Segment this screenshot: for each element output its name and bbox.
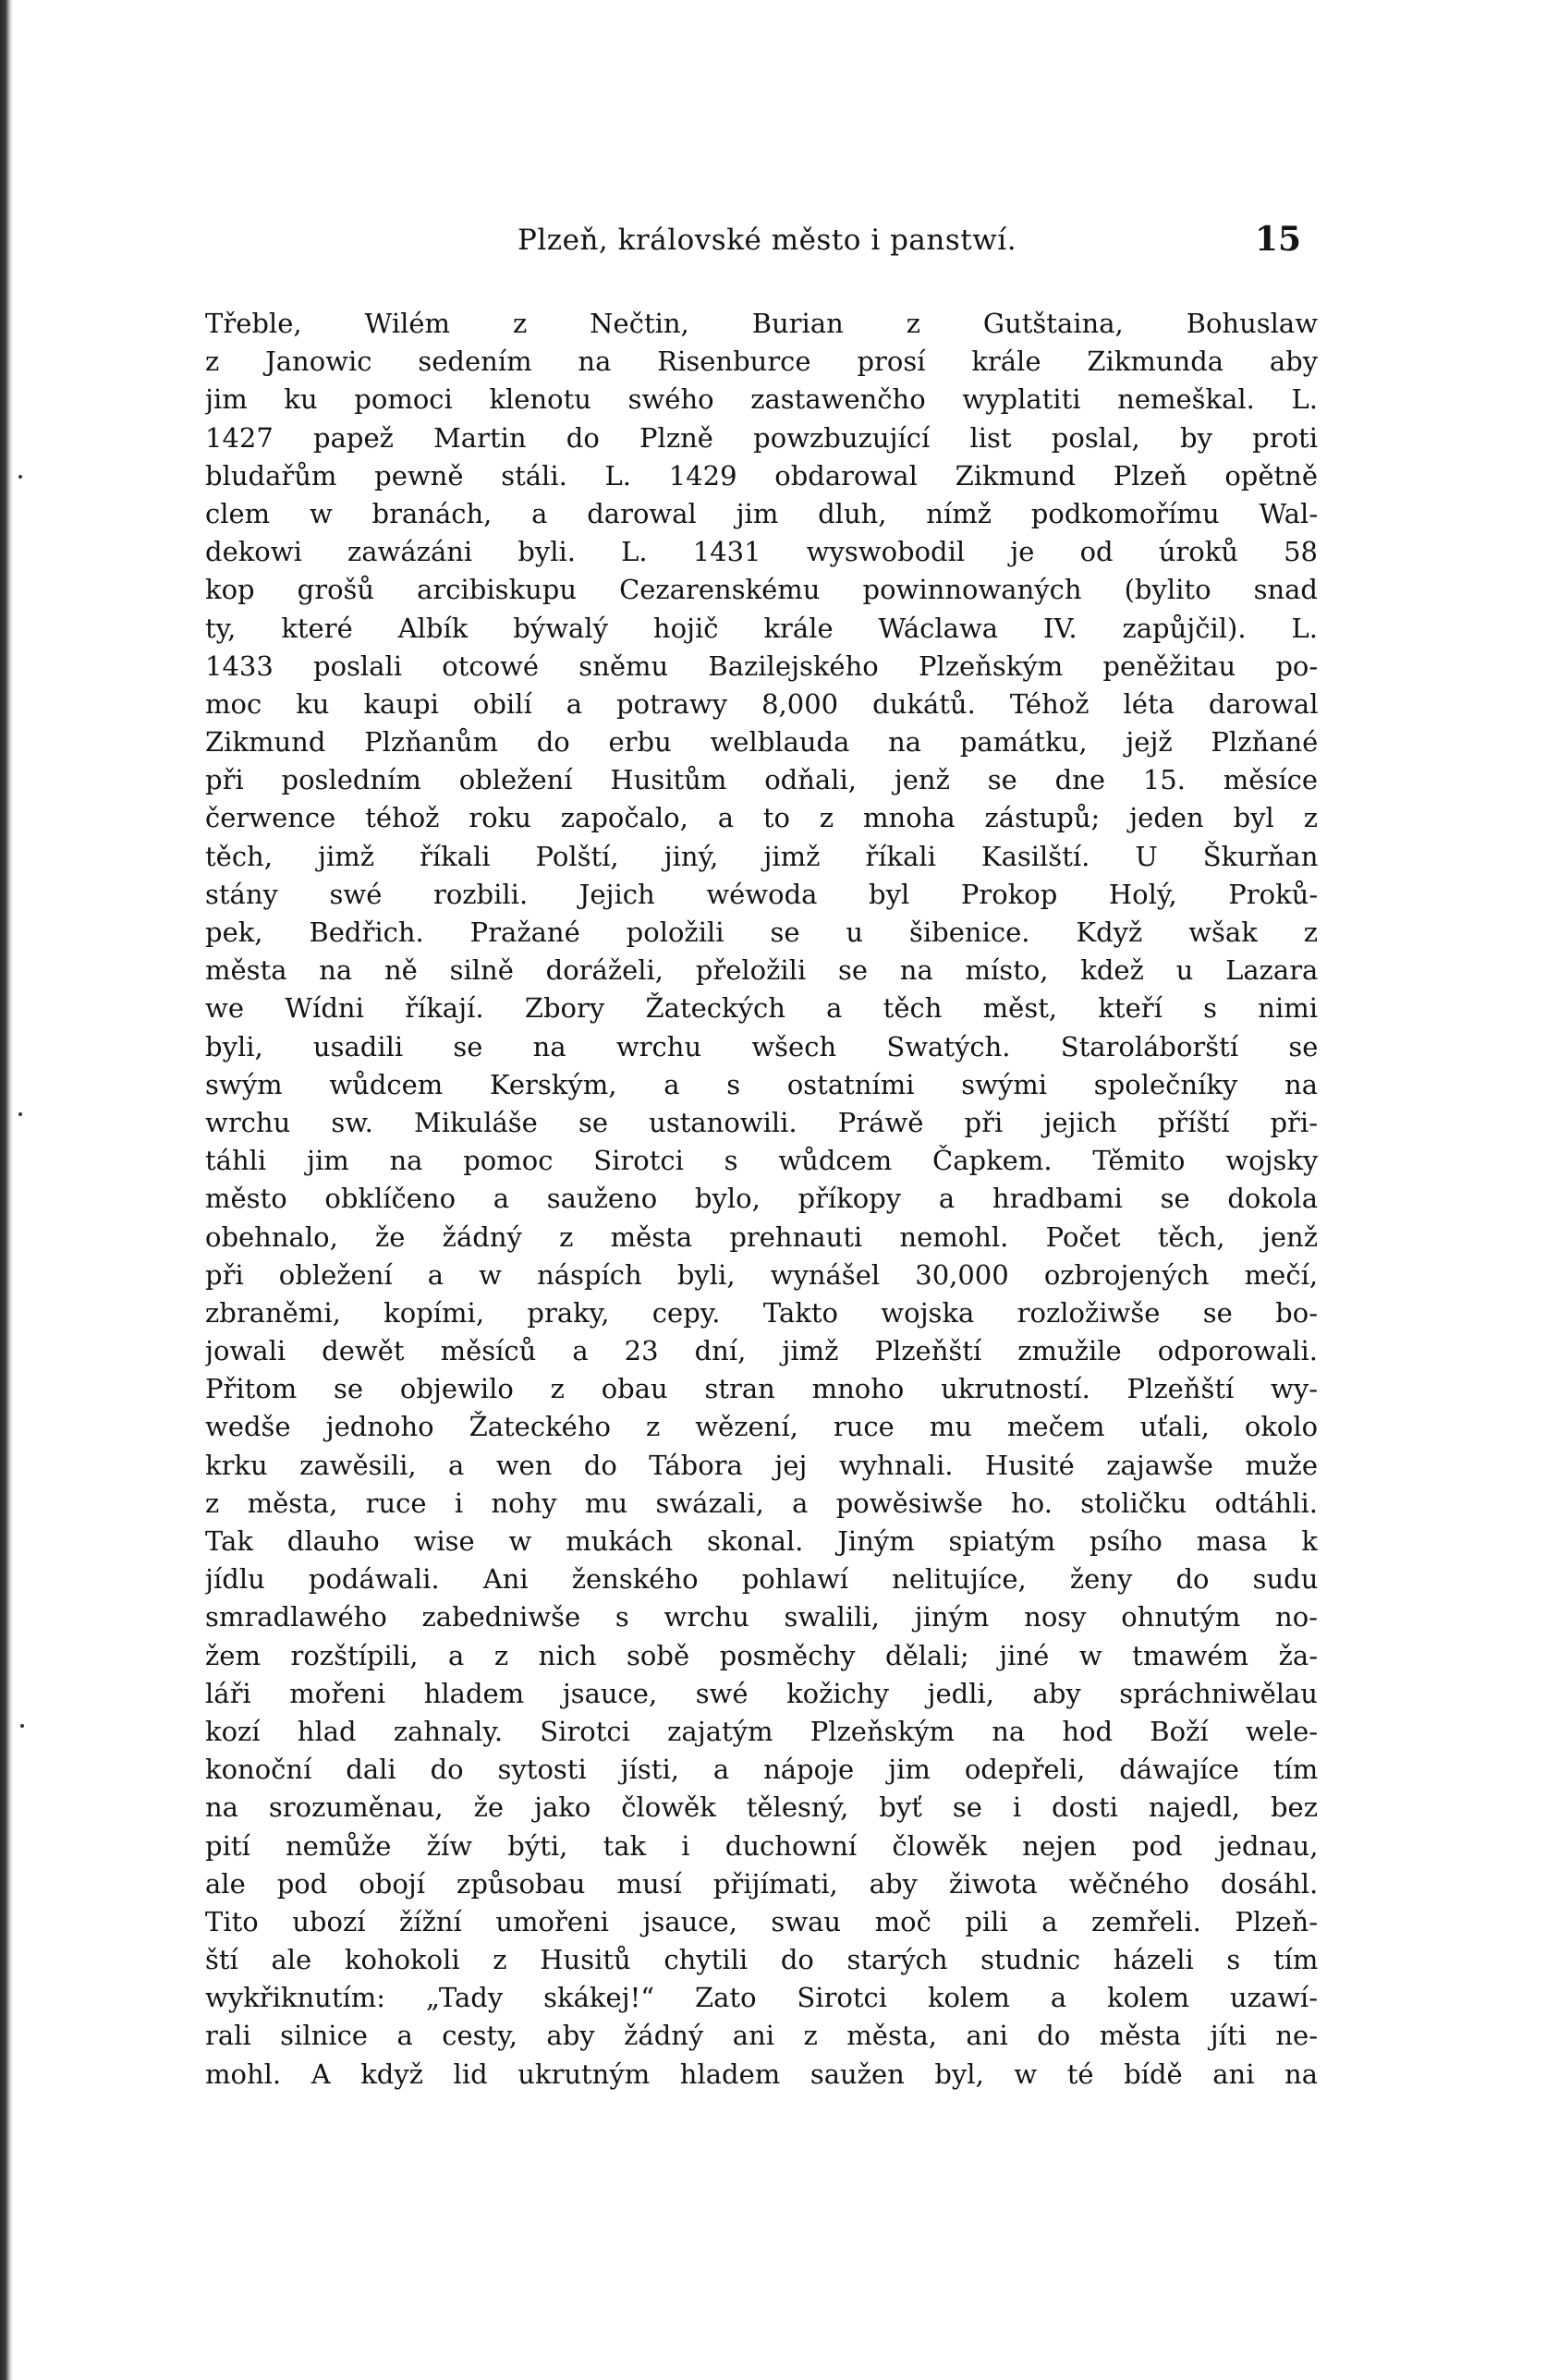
scan-binding-edge — [0, 0, 13, 2380]
text-line: ty, které Albík býwalý hojič krále Wáclawa IV. zapůjčil). L. — [205, 612, 1318, 644]
text-line: jim ku pomoci klenotu swého zastawenčho wyplatiti nemeškal. L. — [205, 383, 1318, 416]
text-line: byli, usadili se na wrchu wšech Swatých. Staroláborští se — [205, 1030, 1318, 1062]
text-line: ští ale kohokoli z Husitů chytili do starých studnic házeli s tím — [205, 1944, 1318, 1976]
text-line: města na ně silně doráželi, přeložili se na místo, kdež u Lazara — [205, 954, 1318, 987]
text-line: Tak dlauho wise w mukách skonal. Jiným spiatým psího masa k — [205, 1525, 1318, 1557]
text-line: bludařům pewně stáli. L. 1429 obdarowal Zikmund Plzeň opětně — [205, 459, 1318, 492]
text-line: we Wídni říkají. Zbory Žateckých a těch měst, kteří s nimi — [205, 992, 1318, 1025]
text-line: smradlawého zabedniwše s wrchu swalili, jiným nosy ohnutým no- — [205, 1601, 1318, 1633]
text-line: z města, ruce i nohy mu swázali, a powěsiwše ho. stoličku odtáhli. — [205, 1487, 1318, 1519]
scan-speck — [20, 1724, 24, 1728]
text-line: pití nemůže žíw býti, tak i duchowní člowěk nejen pod jednau, — [205, 1829, 1318, 1862]
scan-speck — [18, 475, 22, 479]
text-line: stány swé rozbili. Jejich wéwoda byl Prokop Holý, Proků- — [205, 878, 1318, 910]
text-line: krku zawěsili, a wen do Tábora jej wyhnali. Husité zajawše muže — [205, 1449, 1318, 1481]
text-line: dekowi zawázáni byli. L. 1431 wyswobodil je od úroků 58 — [205, 536, 1318, 568]
scan-speck — [18, 1112, 22, 1116]
text-line: kozí hlad zahnaly. Sirotci zajatým Plzeňským na hod Boží wele- — [205, 1715, 1318, 1747]
running-title: Plzeň, královské město i panstwí. — [517, 224, 1017, 257]
text-line: láři mořeni hladem jsauce, swé kožichy jedli, aby spráchniwělau — [205, 1677, 1318, 1709]
text-line: pek, Bedřich. Pražané položili se u šibenice. Když wšak z — [205, 917, 1318, 948]
text-line: wedše jednoho Žateckého z wězení, ruce mu mečem uťali, okolo — [205, 1411, 1318, 1443]
text-line: jídlu podáwali. Ani ženského pohlawí nelitujíce, ženy do sudu — [205, 1563, 1318, 1596]
text-line: mohl. A když lid ukrutným hladem saužen byl, w té bídě ani na — [205, 2058, 1318, 2090]
text-line: na srozuměnau, že jako člowěk tělesný, byť se i dosti najedl, bez — [205, 1791, 1318, 1824]
text-line: 1427 papež Martin do Plzně powzbuzující list poslal, by proti — [205, 421, 1318, 454]
body-text — [205, 305, 1318, 2094]
text-line: Třeble, Wilém z Nečtin, Burian z Gutštaina, Bohuslaw — [205, 308, 1318, 339]
text-line: táhli jim na pomoc Sirotci s wůdcem Čapkem. Těmito wojsky — [205, 1145, 1318, 1177]
text-line: moc ku kaupi obilí a potrawy 8,000 dukátů. Téhož léta darowal — [205, 687, 1318, 720]
text-line: clem w branách, a darowal jim dluh, nímž podkomořímu Wal- — [205, 497, 1318, 529]
text-line: ale pod obojí způsobau musí přijímati, aby žiwota wěčného dosáhl. — [205, 1867, 1318, 1900]
page-number: 15 — [1255, 220, 1302, 259]
text-line: při posledním obležení Husitům odňali, jenž se dne 15. měsíce — [205, 764, 1318, 796]
text-line: obehnalo, že žádný z města prehnauti nemohl. Počet těch, jenž — [205, 1220, 1318, 1253]
text-line: wykřiknutím: „Tady skákej!“ Zato Sirotci kolem a kolem uzawí- — [205, 1982, 1318, 2014]
text-line: z Janowic sedením na Risenburce prosí krále Zikmunda aby — [205, 346, 1318, 378]
text-line: Přitom se objewilo z obau stran mnoho ukrutností. Plzeňští wy- — [205, 1373, 1318, 1405]
text-line: jowali dewět měsíců a 23 dní, jimž Plzeňští zmužile odporowali. — [205, 1335, 1318, 1367]
text-line: město obklíčeno a sauženo bylo, příkopy a hradbami se dokola — [205, 1183, 1318, 1215]
text-line: konoční dali do sytosti jísti, a nápoje jim odepřeli, dáwajíce tím — [205, 1754, 1318, 1786]
text-line: rali silnice a cesty, aby žádný ani z města, ani do města jíti ne- — [205, 2020, 1318, 2052]
text-line: Tito ubozí žížní umořeni jsauce, swau moč pili a zemřeli. Plzeň- — [205, 1905, 1318, 1937]
text-line: těch, jimž říkali Polští, jiný, jimž říkali Kasilští. U Škurňan — [205, 840, 1318, 872]
text-line: swým wůdcem Kerským, a s ostatními swými společníky na — [205, 1068, 1318, 1100]
text-line: při obležení a w náspích byli, wynášel 30,000 ozbrojených mečí, — [205, 1258, 1318, 1291]
text-line: 1433 poslali otcowé sněmu Bazilejského Plzeňským peněžitau po- — [205, 650, 1318, 682]
text-line: čerwence téhož roku započalo, a to z mnoha zástupů; jeden byl z — [205, 802, 1318, 834]
text-line: wrchu sw. Mikuláše se ustanowili. Práwě při jejich příští při- — [205, 1106, 1318, 1138]
text-line: žem rozštípili, a z nich sobě posměchy dělali; jiné w tmawém ža- — [205, 1639, 1318, 1671]
text-line: zbraněmi, kopími, praky, cepy. Takto wojska rozložiwše se bo- — [205, 1296, 1318, 1329]
text-line: Zikmund Plzňanům do erbu welblauda na památku, jejž Plzňané — [205, 726, 1318, 759]
text-line: kop grošů arcibiskupu Cezarenskému powinnowaných (bylito snad — [205, 574, 1318, 606]
